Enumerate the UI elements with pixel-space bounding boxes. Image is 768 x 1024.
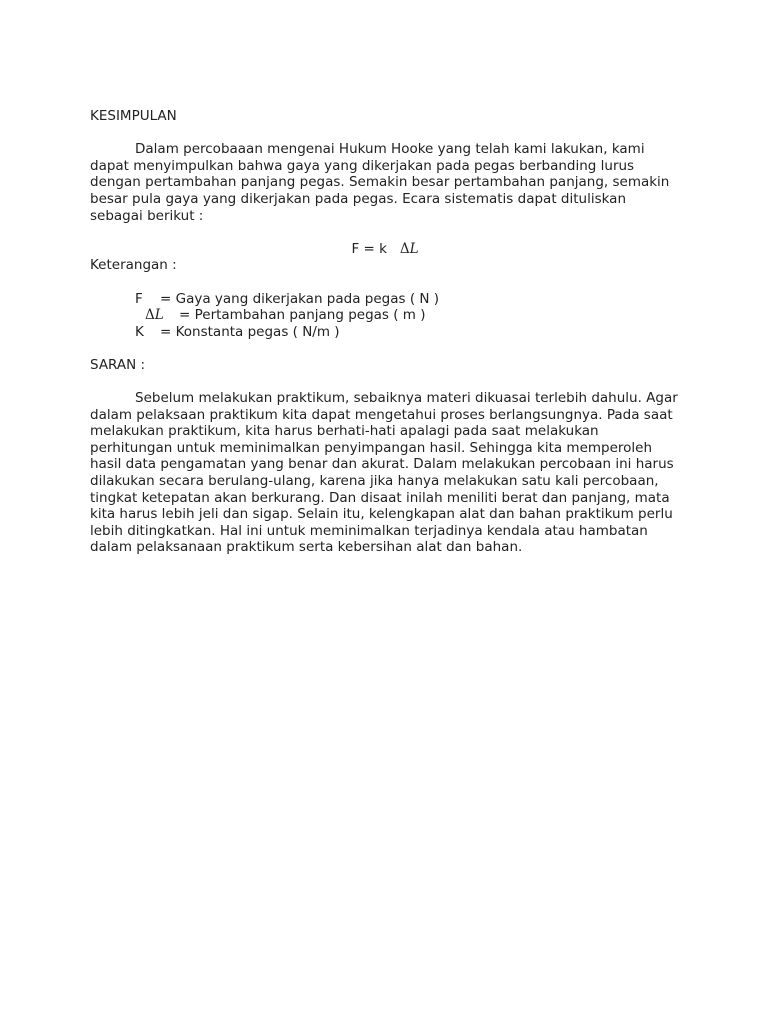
formula-delta-l bbox=[400, 241, 419, 257]
legend-desc: = Gaya yang dikerjakan pada pegas ( N ) bbox=[160, 290, 440, 307]
spacer bbox=[90, 274, 680, 291]
hooke-formula bbox=[90, 241, 680, 258]
spacer bbox=[90, 374, 680, 391]
legend-symbol: F bbox=[135, 290, 143, 307]
document-page bbox=[90, 108, 680, 556]
spacer bbox=[90, 125, 680, 142]
conclusion-heading: KESIMPULAN bbox=[90, 108, 177, 124]
legend-var: L bbox=[154, 307, 164, 324]
spacer bbox=[90, 224, 680, 241]
legend-symbol bbox=[145, 307, 179, 324]
formula-delta-symbol: Δ bbox=[399, 240, 410, 257]
legend-title: Keterangan : bbox=[90, 257, 177, 274]
conclusion-paragraph: Dalam percobaaan mengenai Hukum Hooke yang telah kami lakukan, kami dapat menyimpulkan bahwa gaya yang dikerjakan pada pegas berbanding lurus dengan pertambahan panjang pegas. Semakin besar pertambahan panjang, semakin besar pula gaya yang dikerjakan pada pegas. Ecara sistematis dapat dituliskan sebagai berikut : bbox=[90, 141, 670, 224]
legend-item-delta-l bbox=[90, 307, 680, 324]
legend-delta-symbol: Δ bbox=[145, 307, 155, 324]
legend-item-f bbox=[90, 291, 680, 308]
suggestion-heading: SARAN : bbox=[90, 356, 146, 373]
legend-desc: = Pertambahan panjang pegas ( m ) bbox=[179, 307, 426, 324]
legend-symbol: K bbox=[135, 323, 144, 340]
formula-var: L bbox=[409, 240, 419, 257]
legend-desc: = Konstanta pegas ( N/m ) bbox=[160, 323, 340, 340]
suggestion-paragraph: Sebelum melakukan praktikum, sebaiknya materi dikuasai terlebih dahulu. Agar dalam pelaksaan praktikum kita dapat mengetahui proses berlangsungnya. Pada saat melakukan praktikum, kita harus berhati-hati apalagi pada saat melakukan perhitungan untuk meminimalkan penyimpangan hasil. Sehingga kita memperoleh hasil data pengamatan yang benar dan akurat. Dalam melakukan percobaan ini harus dilakukan secara berulang-ulang, karena jika hanya melakukan satu kali percobaan, tingkat ketepatan akan berkurang. Dan disaat inilah meniliti berat dan panjang, mata kita harus lebih jeli dan sigap. Selain itu, kelengkapan alat dan bahan praktikum perlu lebih ditingkatkan. Hal ini untuk meminimalkan terjadinya kendala atau hambatan dalam pelaksanaan praktikum serta kebersihan alat dan bahan. bbox=[90, 390, 678, 556]
formula-lhs: F = k bbox=[351, 240, 387, 257]
legend-item-k bbox=[90, 324, 680, 341]
legend-list bbox=[90, 291, 680, 341]
spacer bbox=[90, 340, 680, 357]
